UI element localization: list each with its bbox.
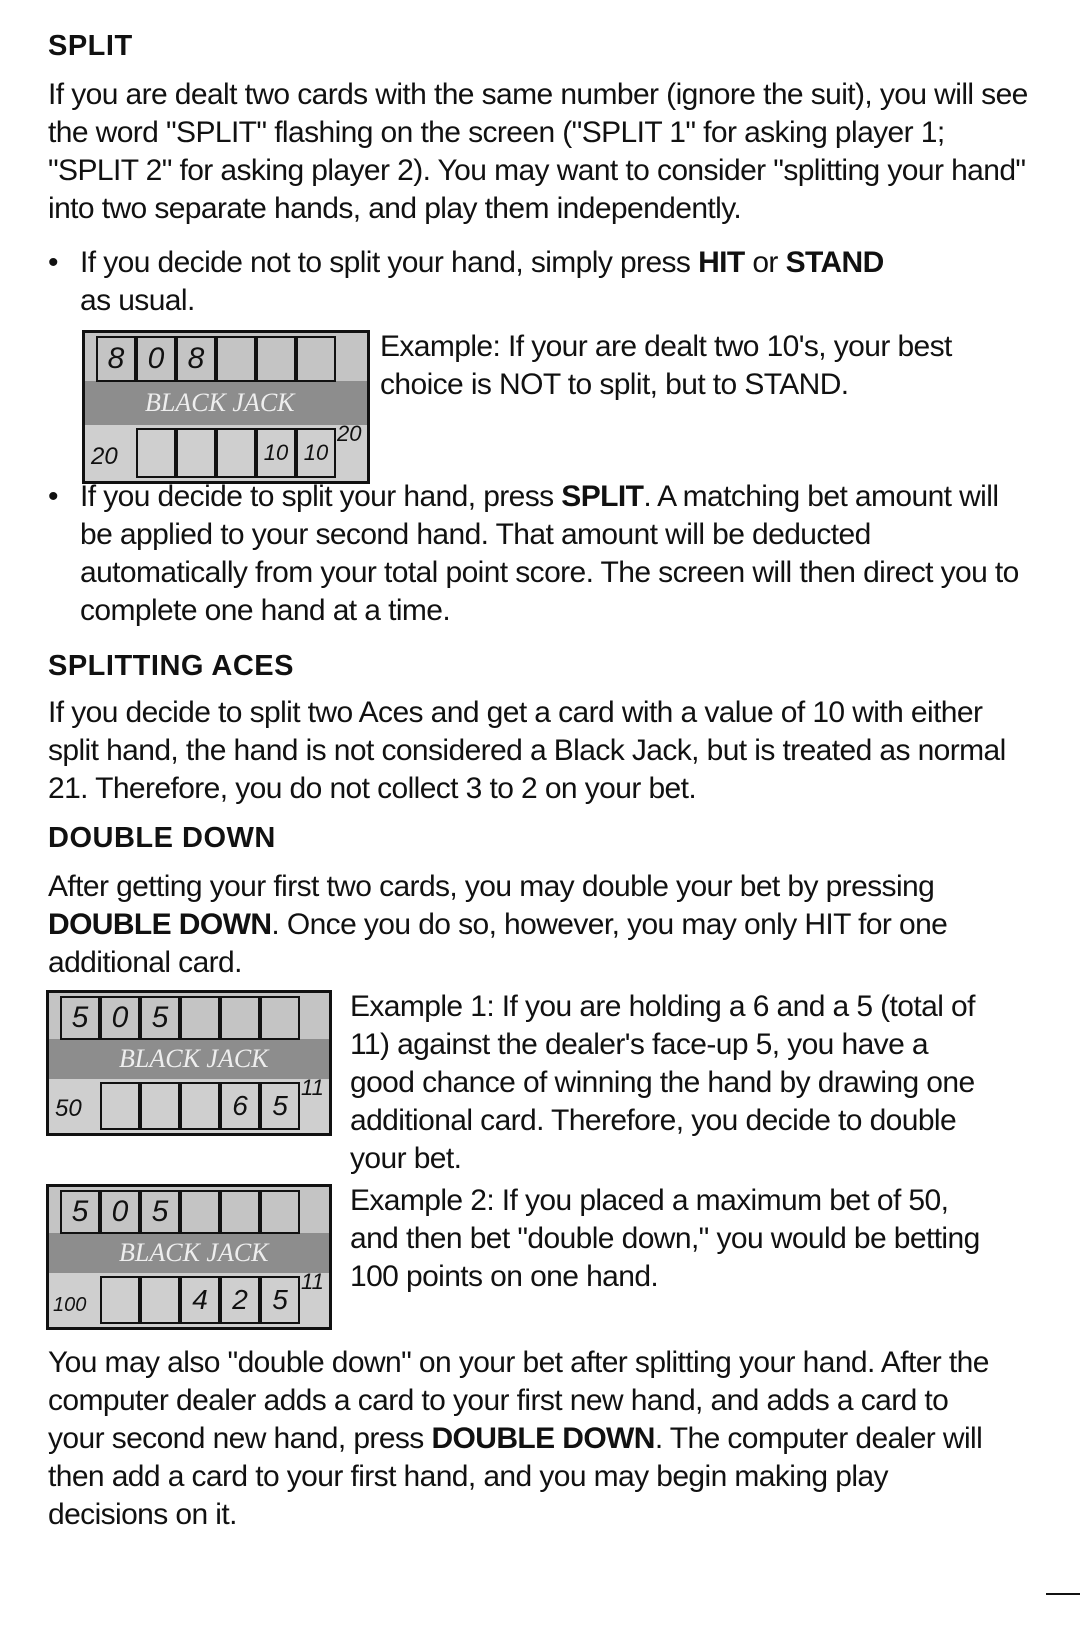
lcd-card: 6 [232, 1090, 248, 1121]
double-down-term: DOUBLE DOWN [431, 1422, 655, 1455]
lcd-bet: 20 [91, 443, 118, 470]
lcd-total: 20 [337, 421, 362, 446]
lcd-banner: BLACK JACK [119, 1238, 269, 1267]
closing-pre: You may also "double down" on your bet after splitting your hand. After the computer dealer adds a card to your first new hand, and adds a card to your second new hand, press [48, 1346, 989, 1455]
split-bullet-do-split [48, 478, 1038, 638]
lcd-card: 2 [232, 1284, 248, 1315]
double-down-example-2: Example 2: If you placed a maximum bet of 50, and then bet "double down," you would be betting 100 points on one hand. [350, 1184, 980, 1293]
split-example: Example: If your are dealt two 10's, your best choice is NOT to split, but to STAND. [380, 330, 952, 401]
split-term: SPLIT [561, 480, 644, 513]
double-down-term: DOUBLE DOWN [48, 908, 272, 941]
lcd-digit: 5 [71, 1195, 89, 1228]
double-down-heading: DOUBLE DOWN [48, 822, 276, 854]
split-intro: If you are dealt two cards with the same number (ignore the suit), you will see the word "SPLIT" flashing on the screen ("SPLIT 1" for asking player 1; "SPLIT 2" for asking player 2). You may want to consider "splitting your hand" into two separate hands, and play them independently. [48, 78, 1028, 225]
lcd-digit: 0 [111, 1195, 129, 1228]
lcd-digit: 5 [151, 1001, 169, 1034]
lcd-banner: BLACK JACK [145, 388, 295, 417]
split-heading: SPLIT [48, 30, 133, 62]
bullet-dot: • [48, 246, 58, 279]
intro-pre: After getting your first two cards, you may double your bet by pressing [48, 870, 935, 903]
lcd-digit: 5 [71, 1001, 89, 1034]
stand-term: STAND [785, 246, 884, 279]
lcd-bet: 50 [55, 1095, 82, 1122]
lcd-screen-double-down-1 [46, 990, 332, 1136]
lcd-card: 10 [263, 440, 289, 465]
bullet2-pre: If you decide to split your hand, press [80, 480, 562, 513]
lcd-bet: 100 [53, 1294, 87, 1316]
lcd-card: 5 [272, 1090, 288, 1121]
lcd-digit: 5 [151, 1195, 169, 1228]
lcd-banner: BLACK JACK [119, 1044, 269, 1073]
splitting-aces-body: If you decide to split two Aces and get a card with a value of 10 with either split hand, the hand is not considered a Black Jack, but is treated as normal 21. Therefore, you do not collect 3 to 2 on your bet. [48, 696, 1006, 805]
intro-post: . Once you do so, however, you may only HIT for one additional card. [48, 908, 948, 979]
bullet-text [80, 244, 920, 320]
lcd-digit: 8 [107, 342, 125, 375]
bullet-dot: • [48, 480, 58, 513]
splitting-aces-heading: SPLITTING ACES [48, 650, 294, 682]
split-bullet-no-split [48, 244, 948, 324]
page-edge-mark [1046, 1593, 1080, 1595]
lcd-total: 11 [301, 1269, 324, 1294]
hit-term: HIT [698, 246, 745, 279]
lcd-card: 5 [272, 1284, 288, 1315]
double-down-closing [48, 1344, 1008, 1534]
lcd-digit: 8 [187, 342, 205, 375]
bullet2-post: . A matching bet amount will be applied to your second hand. That amount will be deducted automatically from your total point score. The screen will then direct you to complete one hand at a time. [80, 480, 1019, 627]
closing-post: . The computer dealer will then add a card to your first hand, and you may begin making play decisions on it. [48, 1422, 983, 1531]
lcd-digit: 0 [147, 342, 165, 375]
lcd-card: 4 [192, 1284, 208, 1315]
bullet1-mid: or [744, 246, 786, 279]
bullet1-post: as usual. [80, 284, 195, 317]
bullet1-pre: If you decide not to split your hand, simply press [80, 246, 699, 279]
lcd-digit: 0 [111, 1001, 129, 1034]
lcd-card: 10 [303, 440, 329, 465]
double-down-intro [48, 868, 978, 982]
bullet-text [80, 478, 1030, 630]
lcd-screen-split-tens [82, 330, 370, 484]
double-down-example-1: Example 1: If you are holding a 6 and a 5 (total of 11) against the dealer's face-up 5, you have a good chance of winning the hand by drawing one additional card. Therefore, you decide to double your bet. [350, 990, 975, 1175]
lcd-screen-double-down-2 [46, 1184, 332, 1330]
lcd-total: 11 [301, 1075, 324, 1100]
